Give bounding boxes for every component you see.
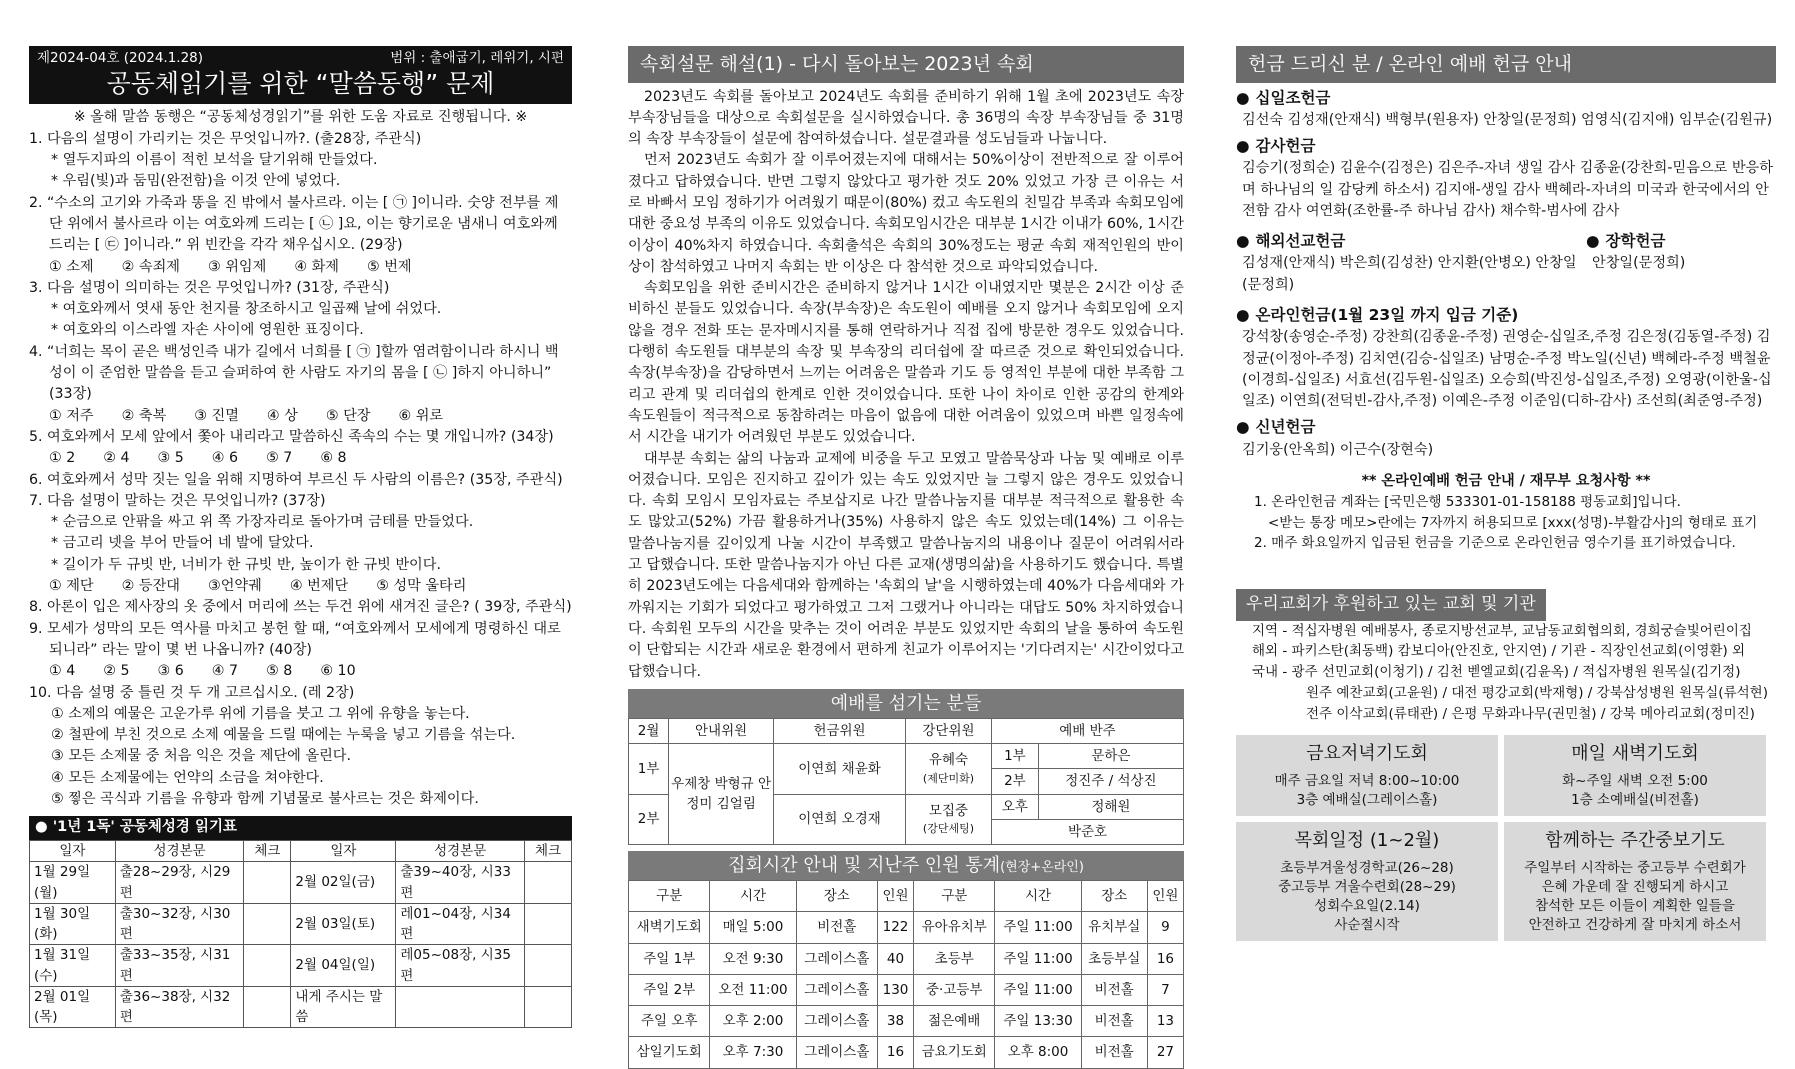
stats-cell: 금요기도회 <box>914 1037 995 1068</box>
stats-cell: 그레이스홀 <box>796 1037 877 1068</box>
reading-cell: 1월 31일(수) <box>30 945 116 987</box>
info-box-line: 3층 예배실(그레이스홀) <box>1296 792 1438 809</box>
mission-list: 김성재(안재식) 박은희(김성찬) 안지환(안병오) 안창일(문정희) <box>1242 255 1577 293</box>
info-box-title: 함께하는 주간중보기도 <box>1545 830 1725 852</box>
stats-cell: 그레이스홀 <box>796 974 877 1005</box>
survey-paragraph: 대부분 속회는 삶의 나눔과 교제에 비중을 두고 모였고 말씀묵상과 나눔 및 예배로 이루어졌습니다. 모임은 진지하고 깊이가 있는 속도 있었지만 늘 그렇지 않은 경우도 있었습니다. 속회 모임시 모임자료는 주보삽지로 나간 말씀나눔지를 대부분 적극적으로 활용한 속도 많았고(52%) 가끔 활용하거나(35%) 사용하지 않은 속도 있었는데(14%) 그 이유는 말씀나눔지를 깊이있게 나눌 시간이 부족했고 말씀나눔지의 내용이나 질문이 어려워서라고 답했습니다. 또한 말씀나눔지가 아닌 다른 교재(생명의삶)을 사용하기도 했습니다. 특별히 2023년도에는 다음세대와 함께하는 '속회의 날'을 시행하였는데 40%가 다음세대와 가까워지는 기회가 되었다고 평가하였고 그저 그랬거나 아니라는 대답도 50% 차지하였습니다. 속회원 모두의 시간을 맞추는 것이 어려운 부분도 있었지만 속회의 날을 통하여 속도원이 단합되는 시간과 새로운 환경에서 편하게 친교가 이루어지는 '기다려지는' 시간이었다고 답했습니다. <box>628 450 1184 680</box>
info-box <box>1504 822 1766 941</box>
reading-cell <box>525 862 572 904</box>
reading-cell: 출39~40장, 시33편 <box>396 862 525 904</box>
reading-cell <box>244 986 291 1028</box>
servers-row-label: 2부 <box>629 794 669 845</box>
stats-cell: 주일 11:00 <box>995 912 1081 943</box>
offering-servers-1: 이연희 채윤화 <box>774 744 906 795</box>
question-text: 5. 여호와께서 모세 앞에서 쫓아 내리라고 말씀하신 족속의 수는 몇 개입니까? (34장) <box>29 428 554 445</box>
stats-cell: 오후 2:00 <box>710 1006 796 1037</box>
reading-cell <box>525 903 572 945</box>
reading-cell <box>244 862 291 904</box>
bullet-icon: ● <box>1236 88 1250 107</box>
stats-cell: 40 <box>877 943 913 974</box>
altar-server-name: 유혜숙 <box>928 752 969 769</box>
quiz-title: 공동체읽기를 위한 “말씀동행” 문제 <box>106 69 495 99</box>
tithe-list: 김선숙 김성재(안재식) 백형부(원용자) 안창일(문정희) 엄영식(김지애) 임부순(김원규) <box>1242 111 1773 128</box>
question-text: 4. “너희는 목이 곧은 백성인즉 내가 길에서 너희를 [ ㉠ ]할까 염려함이니라 하시니 백성이 이 준엄한 말씀을 듣고 슬퍼하여 한 사람도 자기의 몸을 [ ㉡ ]하지 아니하니” (33장) <box>29 343 559 403</box>
stats-cell: 매일 5:00 <box>710 912 796 943</box>
stats-cell: 젊은예배 <box>914 1006 995 1037</box>
notice-line: 1. 온라인헌금 계좌는 [국민은행 533301-01-158188 평동교회]입니다. <box>1254 494 1681 511</box>
answer-option: ③ 5 <box>157 450 184 467</box>
stats-row <box>629 974 1184 1005</box>
newyear-list: 김기웅(안옥희) 이근수(장현숙) <box>1242 441 1434 458</box>
reading-plan-table <box>29 840 572 1028</box>
question-list <box>29 129 572 811</box>
support-line: 해외 - 파키스탄(최동백) 캄보디아(안진호, 안지연) / 기관 - 직장인선교회(이영환) 외 <box>1252 643 1746 660</box>
question-text: 2. “수소의 고기와 가죽과 똥을 진 밖에서 불사르라. 이는 [ ㉠ ]이니라. 숫양 전부를 제단 위에서 불사르라 이는 여호와께 드리는 [ ㉡ ]요, 이는 향기로운 냄새니 여호와께 드리는 [ ㉢ ]이니라.” 위 빈칸을 각각 채우십시오. (29장) <box>29 194 559 254</box>
accompanist-label: 2부 <box>992 769 1039 794</box>
question <box>29 491 572 597</box>
reading-cell: 출28~29장, 시29편 <box>115 862 244 904</box>
stats-cell: 130 <box>877 974 913 1005</box>
answer-option: ⑤ 8 <box>266 663 293 680</box>
answer-option: ④ 상 <box>266 407 298 424</box>
online-heading-text: 온라인헌금(1월 23일 까지 입금 기준) <box>1255 306 1519 325</box>
survey-header: 속회설문 해설(1) - 다시 돌아보는 2023년 속회 <box>628 46 1184 83</box>
reading-row <box>30 903 572 945</box>
answer-option: ③언약궤 <box>208 578 262 595</box>
question-text: 10. 다음 설명 중 틀린 것 두 개 고르십시오. (레 2장) <box>29 684 355 701</box>
stats-row <box>629 1006 1184 1037</box>
tithe-heading <box>1236 87 1776 110</box>
support-title: 우리교회가 후원하고 있는 교회 및 기관 <box>1236 589 1546 621</box>
answer-option: ⑤ 번제 <box>367 258 412 275</box>
support-list <box>1236 621 1776 726</box>
answer-option: ⑤ 7 <box>266 450 293 467</box>
stats-header: 시간 <box>710 881 796 912</box>
scholar-list: 안창일(문정희) <box>1592 255 1686 272</box>
mission-heading-text: 해외선교헌금 <box>1255 232 1346 251</box>
info-box-line: 참석한 모든 이들이 계획한 일들을 <box>1535 898 1735 915</box>
stats-subtitle: (현장+온라인) <box>1000 860 1084 876</box>
servers-header: 헌금위원 <box>774 718 906 743</box>
online-list: 강석창(송영순-주정) 강찬희(김종윤-주정) 권영순-십일조,주정 김은정(김동열-주정) 김정균(이정아-주정) 김치연(김승-십일조) 남명순-주정 박노일(신년) 백혜라-주정 백철윤(이경희-십일조) 서효선(김두원-십일조) 오승희(박진성-십일조,주정) 오영광(이한울-십일조) 이연희(전덕빈-감사,주정) 이예은-주정 이준임(디하-감사) 조선희(최준영-주정) <box>1242 329 1772 410</box>
question-hint: ① 소제의 예물은 고운가루 위에 기름을 붓고 그 위에 유향을 놓는다. <box>51 705 470 722</box>
stats-cell: 그레이스홀 <box>796 943 877 974</box>
question-hint: * 금고리 넷을 부어 만들어 네 발에 달았다. <box>51 535 314 552</box>
accompanist: 정진주 / 석상진 <box>1038 769 1183 794</box>
survey-paragraph: 2023년도 속회를 돌아보고 2024년도 속회를 준비하기 위해 1월 초에 2023년도 속장 부속장님들을 대상으로 속회설문을 실시하였습니다. 총 36명의 속장 부속장님들 중 31명의 속장 부속장들이 설문에 참여하셨습니다. 설문결과를 성도님들과 나눕니다. <box>628 88 1184 148</box>
quiz-intro: ※ 올해 말씀 동행은 “공동체성경읽기”를 위한 도움 자료로 진행됩니다. ※ <box>73 108 528 125</box>
stats-cell: 삼일기도회 <box>629 1037 710 1068</box>
reading-header: 체크 <box>525 841 572 862</box>
reading-row <box>30 862 572 904</box>
answer-option: ② 축복 <box>121 407 167 424</box>
mission-scholar-row <box>1236 226 1776 300</box>
question-hint: * 길이가 두 규빗 반, 너비가 한 규빗 반, 높이가 한 규빗 반이다. <box>51 556 441 573</box>
altar-server-role: (제단미화) <box>922 771 975 785</box>
answer-option: ① 4 <box>49 663 76 680</box>
question-text: 8. 아론이 입은 제사장의 옷 중에서 머리에 쓰는 두건 위에 새겨진 글은? ( 39장, 주관식) <box>29 599 572 616</box>
stats-cell: 초등부실 <box>1081 943 1147 974</box>
survey-column <box>628 46 1184 1069</box>
newyear-heading-text: 신년헌금 <box>1255 418 1316 437</box>
answer-option: ③ 진멸 <box>194 407 239 424</box>
info-box-line: 초등부겨울성경학교(26~28) <box>1280 860 1454 877</box>
stats-cell: 7 <box>1147 974 1183 1005</box>
answer-option: ⑤ 단장 <box>325 407 371 424</box>
servers-header: 2월 <box>629 718 669 743</box>
online-heading <box>1236 304 1776 327</box>
thanks-heading <box>1236 135 1776 158</box>
question-text: 7. 다음 설명이 말하는 것은 무엇입니까? (37장) <box>29 492 326 509</box>
reading-plan-title: ● '1년 1독' 공동체성경 읽기표 <box>29 816 572 840</box>
reading-cell <box>525 945 572 987</box>
stats-cell: 유치부실 <box>1081 912 1147 943</box>
reading-cell: 2월 04일(일) <box>291 945 396 987</box>
bullet-icon: ● <box>1236 418 1250 437</box>
answer-option: ② 5 <box>103 663 130 680</box>
info-box-line: 사순절시작 <box>1334 917 1400 933</box>
stats-cell: 122 <box>877 912 913 943</box>
quiz-header <box>29 46 572 104</box>
stats-cell: 9 <box>1147 912 1183 943</box>
reading-cell: 2월 02일(금) <box>291 862 396 904</box>
answer-option: ⑥ 위로 <box>398 407 444 424</box>
info-box-line: 1층 소예배실(비전홀) <box>1571 792 1699 809</box>
reading-cell: 2월 01일(목) <box>30 986 116 1028</box>
info-box-line: 성회수요일(2.14) <box>1314 898 1420 915</box>
question-hint: * 우림(빛)과 둠밈(완전함)을 이것 안에 넣었다. <box>51 173 341 190</box>
bullet-icon: ● <box>1236 137 1250 156</box>
answer-option: ① 제단 <box>49 578 94 595</box>
answer-option: ④ 7 <box>211 663 239 680</box>
stats-cell: 비전홀 <box>796 912 877 943</box>
question <box>29 683 572 811</box>
stats-row <box>629 912 1184 943</box>
info-box <box>1236 822 1498 941</box>
reading-header: 성경본문 <box>115 841 244 862</box>
question <box>29 427 572 470</box>
stats-cell: 그레이스홀 <box>796 1006 877 1037</box>
stats-row <box>629 943 1184 974</box>
stats-cell: 주일 오후 <box>629 1006 710 1037</box>
survey-paragraph: 속회모임을 위한 준비시간은 준비하지 않거나 1시간 이내였지만 몇분은 2시간 이상 준비하신 분들도 있었습니다. 속장(부속장)은 속도원이 예배를 오지 않거나 속회모임에 오지 않을 경우 전화 또는 문자메시지를 통해 연락하거나 직접 집에 방문한 경우도 있었습니다. 다행히 속도원들 대부분의 속장 및 부속장의 리더쉽에 잘 따르준 것으로 확인되었습니다. 속장(부속장)을 감당하면서 느끼는 어려움은 말씀과 기도 등 영적인 부분에 대한 부족함 그리고 관계 및 리더쉽의 한계로 인한 것이었습니다. 또한 나이 차이로 인한 공감의 한계와 속도원들이 적극적으로 동참하려는 마음이 없음에 대한 어려움이 있었으며 바쁜 일정속에서 시간을 내기가 어려웠던 부분도 있었습니다. <box>628 280 1184 446</box>
question-hint: ④ 모든 소제물에는 언약의 소금을 쳐야한다. <box>51 769 324 786</box>
online-notice-title: ** 온라인예배 헌금 안내 / 재무부 요청사항 ** <box>1361 473 1651 490</box>
newyear-heading <box>1236 416 1776 439</box>
stats-header: 인원 <box>1147 881 1183 912</box>
stats-cell: 오후 8:00 <box>995 1037 1081 1068</box>
stats-header: 인원 <box>877 881 913 912</box>
stats-cell: 27 <box>1147 1037 1183 1068</box>
question-text: 3. 다음 설명이 의미하는 것은 무엇입니까? (31장, 주관식) <box>29 279 390 296</box>
answer-option: ② 4 <box>103 450 130 467</box>
notice-line: 2. 매주 화요일까지 입금된 헌금을 기준으로 온라인헌금 영수기를 표기하였습니다. <box>1254 534 1736 551</box>
question <box>29 597 572 618</box>
bullet-icon: ● <box>1586 232 1600 251</box>
reading-cell: 레05~08장, 시35편 <box>396 945 525 987</box>
issue-number: 제2024-04호 (2024.1.28) <box>37 50 204 66</box>
accompanist: 정해원 <box>1038 794 1183 819</box>
accompanist: 박준호 <box>992 819 1184 844</box>
info-box-line: 주일부터 시작하는 중고등부 수련회가 <box>1524 860 1746 877</box>
stats-cell: 오전 11:00 <box>710 974 796 1005</box>
reading-cell: 출33~35장, 시31편 <box>115 945 244 987</box>
question-text: 1. 다음의 설명이 가리키는 것은 무엇입니까?. (출28장, 주관식) <box>29 130 422 147</box>
tithe-heading-text: 십일조헌금 <box>1255 88 1331 107</box>
stats-cell: 오전 9:30 <box>710 943 796 974</box>
servers-table <box>628 718 1184 845</box>
stats-cell: 주일 11:00 <box>995 974 1081 1005</box>
servers-title: 예배를 섬기는 분들 <box>628 689 1184 718</box>
stats-cell: 13 <box>1147 1006 1183 1037</box>
servers-header: 예배 반주 <box>992 718 1184 743</box>
offering-servers-2: 이연희 오경재 <box>774 794 906 845</box>
question <box>29 619 572 683</box>
scholar-heading <box>1586 230 1685 253</box>
answer-options <box>29 576 572 597</box>
question-hint: * 여호와께서 엿새 동안 천지를 창조하시고 일곱째 날에 쉬었다. <box>51 301 442 318</box>
stats-cell: 16 <box>877 1037 913 1068</box>
servers-row-label: 1부 <box>629 744 669 795</box>
stats-cell: 주일 1부 <box>629 943 710 974</box>
stats-header: 시간 <box>995 881 1081 912</box>
reading-cell: 2월 03일(토) <box>291 903 396 945</box>
altar-server-name: 모집중 <box>928 802 969 819</box>
reading-cell: 출30~32장, 시30편 <box>115 903 244 945</box>
stats-header: 장소 <box>796 881 877 912</box>
stats-cell: 주일 11:00 <box>995 943 1081 974</box>
info-box-line: 은혜 가운데 잘 진행되게 하시고 <box>1541 879 1729 896</box>
stats-cell: 유아유치부 <box>914 912 995 943</box>
reading-cell: 출36~38장, 시32편 <box>115 986 244 1028</box>
stats-title <box>628 851 1184 880</box>
info-box-line: 중고등부 겨울수련회(28~29) <box>1278 879 1456 896</box>
stats-title-text: 집회시간 안내 및 지난주 인원 통계 <box>728 855 1001 877</box>
info-box-line: 안전하고 건강하게 잘 마치게 하소서 <box>1528 917 1742 933</box>
scripture-range: 범위 : 출애굽기, 레위기, 시편 <box>390 50 564 66</box>
support-line: 국내 - 광주 선민교회(이청기) / 김천 벧엘교회(김윤옥) / 적십자병원 원목실(김기정) <box>1252 664 1741 681</box>
question <box>29 129 572 193</box>
answer-option: ② 속죄제 <box>121 258 180 275</box>
answer-option: ④ 화제 <box>294 258 339 275</box>
quiz-column <box>29 46 572 1028</box>
answer-options <box>29 661 572 682</box>
scholar-heading-text: 장학헌금 <box>1605 232 1666 251</box>
question-text: 6. 여호와께서 성막 짓는 일을 위해 지명하여 부르신 두 사람의 이름은? (35장, 주관식) <box>29 471 563 488</box>
support-line: 전주 이삭교회(류태관) / 은평 무화과나무(권민철) / 강북 메아리교회(정미진) <box>1306 706 1755 723</box>
answer-option: ① 저주 <box>49 407 94 424</box>
mission-heading <box>1236 230 1586 253</box>
altar-server-role: (강단세팅) <box>922 822 975 836</box>
stats-cell: 38 <box>877 1006 913 1037</box>
reading-header: 일자 <box>291 841 396 862</box>
reading-cell: 레01~04장, 시34편 <box>396 903 525 945</box>
stats-cell: 오후 7:30 <box>710 1037 796 1068</box>
notice-line: <받는 통장 메모>란에는 7자까지 허용되므로 [xxx(성명)-부활감사]의 형태로 표기 <box>1268 514 1758 531</box>
answer-options <box>29 257 572 278</box>
answer-option: ③ 위임제 <box>208 258 267 275</box>
accompanist-label: 오후 <box>992 794 1039 819</box>
answer-option: ④ 6 <box>211 450 239 467</box>
question-hint: ③ 모든 소제물 중 처음 익은 것을 제단에 올린다. <box>51 748 352 765</box>
attendance-table <box>628 880 1184 1069</box>
reading-cell: 1월 29일(월) <box>30 862 116 904</box>
reading-cell <box>396 986 525 1028</box>
info-box-title: 매일 새벽기도회 <box>1571 743 1699 765</box>
reading-cell: 1월 30일(화) <box>30 903 116 945</box>
stats-cell: 16 <box>1147 943 1183 974</box>
stats-cell: 주일 13:30 <box>995 1006 1081 1037</box>
info-box <box>1236 735 1498 816</box>
reading-cell: 내게 주시는 말씀 <box>291 986 396 1028</box>
reading-cell <box>244 903 291 945</box>
ushers: 우제창 박형규 안정미 김얼림 <box>669 744 774 845</box>
question <box>29 278 572 342</box>
info-box-line: 매주 금요일 저녁 8:00~10:00 <box>1274 773 1460 790</box>
online-notice <box>1236 492 1776 553</box>
question <box>29 470 572 491</box>
info-box-title: 금요저녁기도회 <box>1306 743 1428 765</box>
accompanist: 문하은 <box>1038 744 1183 769</box>
stats-cell: 비전홀 <box>1081 1037 1147 1068</box>
servers-header: 안내위원 <box>669 718 774 743</box>
question-hint: ⑤ 찧은 곡식과 기름을 유향과 함께 기념물로 불사르는 것은 화제이다. <box>51 791 479 807</box>
thanks-list: 김승기(정희순) 김윤수(김정은) 김은주-자녀 생일 감사 김종윤(강찬희-믿음으로 반응하며 하나님의 일 감당케 하소서) 김지애-생일 감사 백혜라-자녀의 미국과 한국에서의 안전함 감사 여연화(조한률-주 하나님 감사) 채수학-범사에 감사 <box>1242 160 1773 219</box>
reading-row <box>30 986 572 1028</box>
question-hint: ② 철판에 부친 것으로 소제 예물을 드릴 때에는 누룩을 넣고 기름을 섞는다. <box>51 727 516 744</box>
answer-options <box>29 448 572 469</box>
stats-header: 구분 <box>629 881 710 912</box>
servers-header: 강단위원 <box>905 718 991 743</box>
stats-cell: 주일 2부 <box>629 974 710 1005</box>
reading-header: 성경본문 <box>396 841 525 862</box>
offering-header: 헌금 드리신 분 / 온라인 예배 헌금 안내 <box>1236 46 1776 83</box>
support-line: 원주 예찬교회(고윤원) / 대전 평강교회(박재형) / 강북삼성병원 원목실(류석현) <box>1306 685 1768 702</box>
reading-header: 일자 <box>30 841 116 862</box>
accompanist-label: 1부 <box>992 744 1039 769</box>
stats-cell: 비전홀 <box>1081 1006 1147 1037</box>
answer-options <box>29 406 572 427</box>
reading-cell <box>525 986 572 1028</box>
question <box>29 342 572 427</box>
reading-row <box>30 945 572 987</box>
answer-option: ⑥ 8 <box>320 450 347 467</box>
info-box-title: 목회일정 (1~2월) <box>1294 830 1440 852</box>
bullet-icon: ● <box>1236 306 1250 325</box>
thanks-heading-text: 감사헌금 <box>1255 137 1316 156</box>
info-box-line: 화~주일 새벽 오전 5:00 <box>1562 773 1708 790</box>
stats-cell: 새벽기도회 <box>629 912 710 943</box>
survey-paragraph: 먼저 2023년도 속회가 잘 이루어졌는지에 대해서는 50%이상이 전반적으로 잘 이루어졌다고 답하였습니다. 반면 그렇지 않았다고 평가한 것도 20% 있었고 가장 큰 이유는 서로 바빠서 모임 정하기가 어려웠기 때문이(80%) 컸고 속도원의 친밀감 부족과 속회모임에 대한 중요성 부족의 이유도 있었습니다. 속회모임시간은 대부분 1시간 이내가 60%, 1시간 이상이 40%차지 하였습니다. 속회출석은 속회의 30%정도는 평균 속회 재적인원의 반이상이 참석하였고 나머지 속회는 반 이상은 다 참석한 것으로 파악되었습니다. <box>628 152 1184 275</box>
answer-option: ⑥ 10 <box>320 663 356 680</box>
stats-header: 장소 <box>1081 881 1147 912</box>
support-line: 지역 - 적십자병원 예배봉사, 종로지방선교부, 교남동교회협의회, 경희궁슬빛어린이집 <box>1252 622 1752 639</box>
stats-row <box>629 1037 1184 1068</box>
answer-option: ① 2 <box>49 450 76 467</box>
scholar-block <box>1586 226 1685 300</box>
altar-server-2 <box>905 794 991 845</box>
question-hint: * 여호와의 이스라엘 자손 사이에 영원한 표징이다. <box>51 322 364 339</box>
stats-cell: 초등부 <box>914 943 995 974</box>
reading-cell <box>244 945 291 987</box>
altar-server-1 <box>905 744 991 795</box>
answer-option: ③ 6 <box>157 663 184 680</box>
info-boxes <box>1236 735 1776 941</box>
reading-header: 체크 <box>244 841 291 862</box>
stats-cell: 비전홀 <box>1081 974 1147 1005</box>
question-text: 9. 모세가 성막의 모든 역사를 마치고 봉헌 할 때, “여호와께서 모세에게 명령하신 대로 되니라” 라는 말이 몇 번 나옵니까? (40장) <box>29 620 561 658</box>
answer-option: ① 소제 <box>49 258 94 275</box>
survey-article <box>628 87 1184 683</box>
answer-option: ② 등잔대 <box>121 578 180 595</box>
stats-header: 구분 <box>914 881 995 912</box>
question-hint: * 열두지파의 이름이 적힌 보석을 달기위해 만들었다. <box>51 152 378 169</box>
question-hint: * 순금으로 안팎을 싸고 위 쪽 가장자리로 돌아가며 금테를 만들었다. <box>51 514 474 531</box>
answer-option: ④ 번제단 <box>289 578 349 595</box>
question <box>29 193 572 278</box>
mission-block <box>1236 226 1586 300</box>
offering-column <box>1236 46 1776 941</box>
info-box <box>1504 735 1766 816</box>
stats-cell: 중·고등부 <box>914 974 995 1005</box>
bullet-icon: ● <box>1236 232 1250 251</box>
answer-option: ⑤ 성막 울타리 <box>376 578 467 595</box>
